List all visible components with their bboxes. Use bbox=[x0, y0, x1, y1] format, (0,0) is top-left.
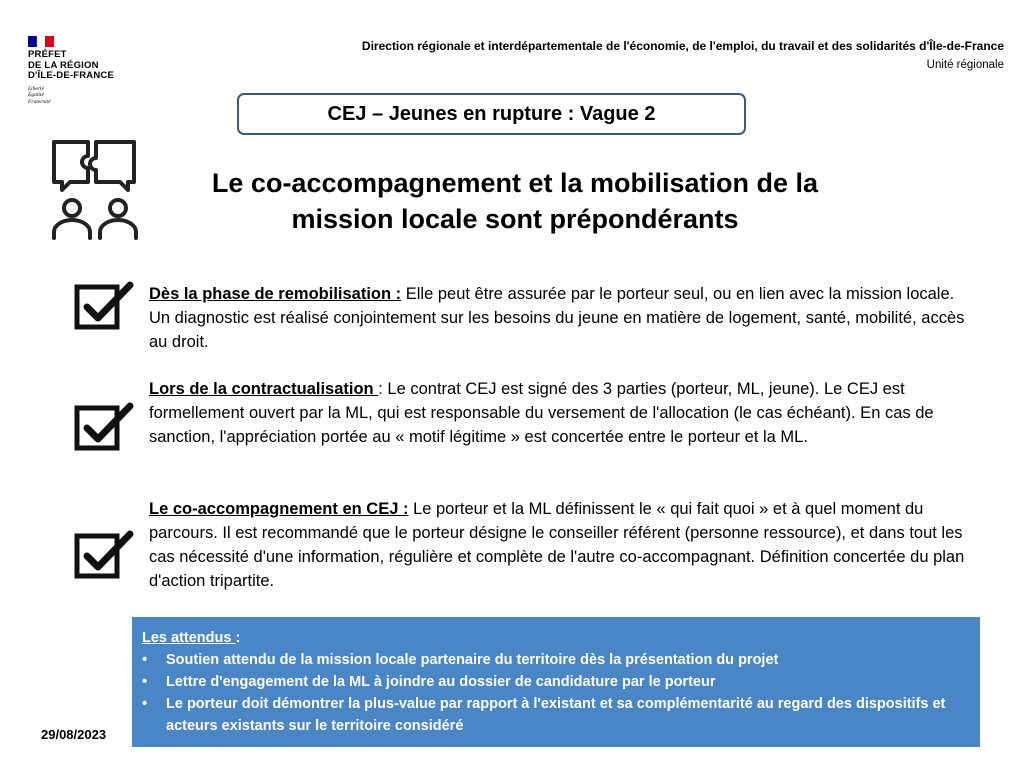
motto-line: Liberté bbox=[28, 85, 44, 92]
list-item-text: Lettre d'engagement de la ML à joindre au dossier de candidature par le porteur bbox=[166, 674, 716, 690]
prefet-line: DE LA RÉGION bbox=[28, 59, 99, 71]
prefet-line: PRÉFET bbox=[28, 49, 67, 60]
list-item-text: Soutien attendu de la mission locale partenaire du territoire dès la présentation du projet bbox=[166, 652, 779, 668]
prefet-logo bbox=[28, 36, 128, 105]
paragraph-lead: Lors de la contractualisation bbox=[149, 380, 379, 398]
checkbox-checked-icon bbox=[74, 530, 134, 582]
main-title-line: Le co-accompagnement et la mobilisation de la bbox=[211, 168, 819, 198]
attendus-colon: : bbox=[235, 630, 241, 646]
paragraph-lead: Dès la phase de remobilisation : bbox=[149, 285, 402, 303]
paragraph-text: : Le contrat CEJ est signé des 3 parties (porteur, ML, jeune). Le CEJ est formellement ouvert par la ML, qui est responsable du versement de l'allocation (le cas échéant). En cas de sanction, l'appréciation portée au « motif légitime » est concertée entre le porteur et la ML. bbox=[149, 380, 934, 446]
paragraph-text: Le porteur et la ML définissent le « qui fait quoi » et à quel moment du parcours. Il est recommandé que le porteur désigne le conseiller référent (personne ressource), et dans tout les cas nécessité d'une information, régulière et complète de l'autre co-accompagnant. Définition concertée du plan d'action tripartite. bbox=[149, 500, 965, 590]
checkbox-checked-icon bbox=[74, 402, 134, 454]
list-item bbox=[142, 693, 970, 737]
paragraph-contractualisation bbox=[149, 377, 979, 449]
prefet-line: D'ÎLE-DE-FRANCE bbox=[28, 70, 115, 81]
list-item bbox=[142, 649, 970, 671]
puzzle-conversation-icon bbox=[48, 138, 142, 242]
paragraph-co-accompagnement bbox=[149, 497, 979, 593]
marianne-flag-icon bbox=[28, 36, 54, 47]
bullet-icon: • bbox=[142, 696, 148, 712]
date: 29/08/2023 bbox=[41, 727, 107, 742]
list-item-text: Le porteur doit démontrer la plus-value par rapport à l'existant et sa complémentarité au regard des dispositifs et acteurs existants sur le territoire considéré bbox=[166, 696, 946, 734]
attendus-box bbox=[132, 617, 980, 747]
checkbox-checked-icon bbox=[74, 281, 134, 333]
badge-title: CEJ – Jeunes en rupture : Vague 2 bbox=[237, 93, 746, 135]
prefet-name bbox=[28, 50, 128, 82]
paragraph-lead: Le co-accompagnement en CEJ : bbox=[149, 500, 409, 518]
bullet-icon: • bbox=[142, 674, 148, 690]
main-title bbox=[160, 165, 870, 237]
attendus-list bbox=[142, 649, 970, 737]
motto-line: Égalité bbox=[28, 92, 44, 98]
direction-name: Direction régionale et interdépartementale de l'économie, de l'emploi, du travail et des solidarités d'Île-de-France bbox=[361, 39, 1004, 53]
attendus-heading: Les attendus bbox=[142, 630, 236, 646]
list-item bbox=[142, 671, 970, 693]
attendus-heading-row bbox=[142, 627, 970, 649]
republic-motto bbox=[28, 86, 128, 106]
header bbox=[362, 37, 1004, 75]
unit-name: Unité régionale bbox=[926, 59, 1004, 71]
paragraph-remobilisation bbox=[149, 282, 979, 354]
motto-line: Fraternité bbox=[28, 98, 51, 105]
main-title-line: mission locale sont prépondérants bbox=[291, 204, 739, 234]
bullet-icon: • bbox=[142, 652, 148, 668]
paragraph-text: Elle peut être assurée par le porteur seul, ou en lien avec la mission locale. Un diagnostic est réalisé conjointement sur les besoins du jeune en matière de logement, santé, mobilité, accès au droit. bbox=[149, 285, 965, 351]
